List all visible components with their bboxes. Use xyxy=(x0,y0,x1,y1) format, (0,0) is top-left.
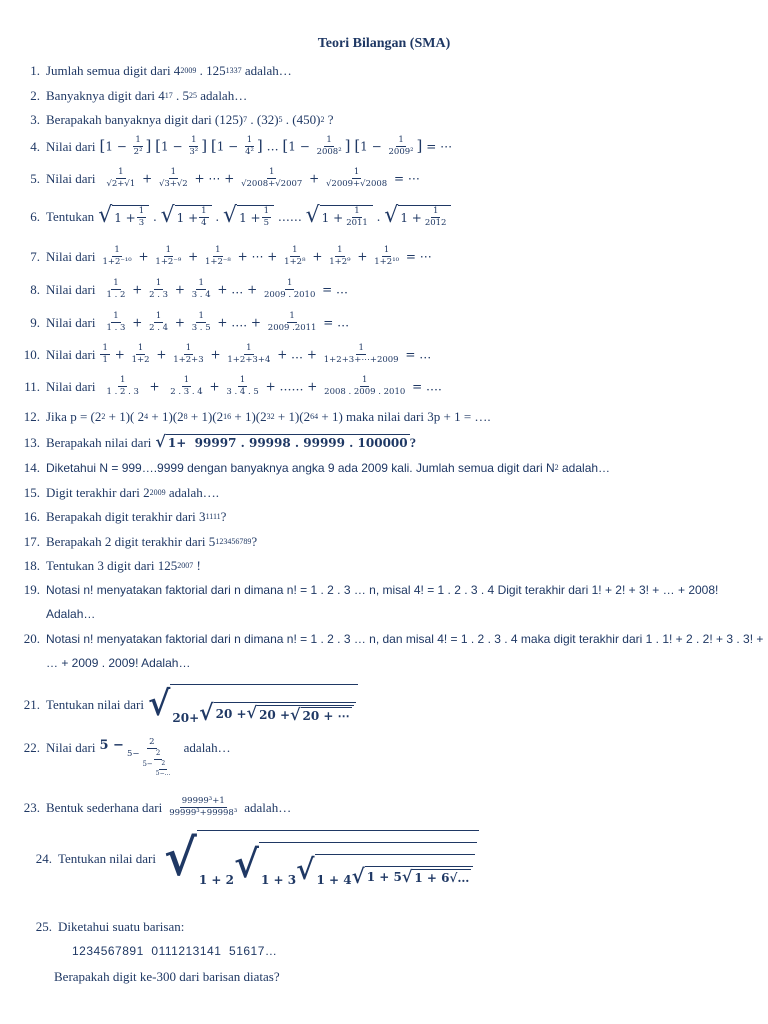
problem-21: 21. Tentukan nilai dari √ 20+ √ 20 + √ 20 + √ 20 + ⋯ xyxy=(18,684,358,724)
math-expression: √ 1+ 99997 . 99998 . 99999 . 100000 xyxy=(155,432,408,451)
problem-13: 13. Berapakah nilai dari √ 1+ 99997 . 99998 . 99999 . 100000 ? xyxy=(23,432,417,451)
math-expression: [1 − $\frac{1}{\text{2²}}$ ] [1 − $\frac{1}{\text{3²}}$ ] [1 − $\frac{1}{\text{4²}}$ ] … [1 − $\frac{1}{\text{2008²}}$ ] [1 − $\frac{1}{\text{2009²}}$ ] = ⋯ xyxy=(99,135,453,158)
problem-6: 6. Tentukan √ 1 + $\frac{1}{3}$ . √ 1 + $\frac{1}{4}$ . √ 1 + $\frac{1}{5}$ …… √ 1 + $\frac{1}{2011}$ . √ 1 + $\frac{1}{2012}$ xyxy=(18,205,451,229)
problem-24: 24. Tentukan nilai dari √ 1 + 2 √ 1 + 3 √ 1 + 4 √ 1 + 5 √ 1 + 6√… xyxy=(30,830,479,886)
problem-16: 16. Berapakah digit terakhir dari 3 1111 ? xyxy=(23,509,227,524)
problem-19: 19. Notasi n! menyatakan faktorial dari n dimana n! = 1 . 2 . 3 … n, misal 4! = 1 . 2 . 3 . 4 Digit terakhir dari 1! + 2! + 3! + … + 2008! Adalah… xyxy=(23,582,719,621)
problem-10: 10. Nilai dari $\frac{1}{1}$ + $\frac{1}{1+2}$ + $\frac{1}{1+2+3}$ + $\frac{1}{1+2+3+4}$ + … + $\frac{1}{1+2+3+\cdots+2009}$ = … xyxy=(23,343,432,366)
math-expression: √ 20+ √ 20 + √ 20 + √ 20 + ⋯ xyxy=(148,684,358,724)
problem-8: 8. Nilai dari $\frac{1}{1 . 2}$ + $\frac{1}{2 . 3}$ + $\frac{1}{3 . 4}$ + … + $\frac{1}{2009 . 2010}$ = … xyxy=(30,278,349,301)
problem-3: 3. Berapakah banyaknya digit dari (125) 7 . (32) 5 . (450) 2 ? xyxy=(30,112,334,127)
math-expression: √ 1 + $\frac{1}{3}$ . √ 1 + $\frac{1}{4}$ . √ 1 + $\frac{1}{5}$ …… √ 1 + $\frac{1}{2011}$ . √ 1 + $\frac{1}{2012}$ xyxy=(98,205,451,229)
problem-18: 18. Tentukan 3 digit dari 125 2007 ! xyxy=(23,558,201,573)
math-expression: $\frac{1}{\text{1+2⁻¹⁰}}$ + $\frac{1}{\text{1+2⁻⁹}}$ + $\frac{1}{\text{1+2⁻⁸}}$ + ⋯ + $\frac{1}{\text{1+2⁸}}$ + $\frac{1}{\text{1+2⁹}}$ + $\frac{1}{\text{1+2¹⁰}}$ = ⋯ xyxy=(102,245,432,268)
problem-25: 25. Diketahui suatu barisan: xyxy=(35,919,185,934)
math-expression: $\frac{1}{1 . 3}$ + $\frac{1}{2 . 4}$ + $\frac{1}{3 . 5}$ + …. + $\frac{1}{2009 .2011}$ = … xyxy=(106,311,350,334)
problem-15: 15. Digit terakhir dari 2 2009 adalah…. xyxy=(23,485,220,500)
problem-4: 4. Nilai dari [1 − $\frac{1}{\text{2²}}$ ] [1 − $\frac{1}{\text{3²}}$ ] [1 − $\frac{1}{\text{4²}}$ ] … [1 − $\frac{1}{\text{2008²}}$ ] [1 − $\frac{1}{\text{2009²}}$ ] = ⋯ xyxy=(30,135,453,158)
math-expression: √ 1 + 2 √ 1 + 3 √ 1 + 4 √ 1 + 5 √ 1 + 6√… xyxy=(164,830,479,886)
problem-17: 17. Berapakah 2 digit terakhir dari 5 123456789 ? xyxy=(23,534,258,549)
problem-7: 7. Nilai dari $\frac{1}{\text{1+2⁻¹⁰}}$ + $\frac{1}{\text{1+2⁻⁹}}$ + $\frac{1}{\text{1+2⁻⁸}}$ + ⋯ + $\frac{1}{\text{1+2⁸}}$ + $\frac{1}{\text{1+2⁹}}$ + $\frac{1}{\text{1+2¹⁰}}$ = ⋯ xyxy=(30,245,432,268)
problem-25-question: Berapakah digit ke-300 dari barisan diatas? xyxy=(54,969,280,984)
page-title: Teori Bilangan (SMA) xyxy=(317,36,451,51)
problem-14: 14. Diketahui N = 999….9999 dengan banyaknya angka 9 ada 2009 kali. Jumlah semua digit dari N 2 adalah… xyxy=(23,460,611,475)
math-expression: $\frac{1}{1}$ + $\frac{1}{1+2}$ + $\frac{1}{1+2+3}$ + $\frac{1}{1+2+3+4}$ + … + $\frac{1}{1+2+3+\cdots+2009}$ = … xyxy=(102,343,432,366)
problem-20: 20. Notasi n! menyatakan faktorial dari n dimana n! = 1 . 2 . 3 … n, dan misal 4! = 1 . 2 . 3 . 4 maka digit terakhir dari 1 . 1! + 2 . 2! + 3 . 3! + … + 2009 . 2009! Adalah… xyxy=(23,631,764,670)
problem-23: 23. Bentuk sederhana dari $\frac{\text{99999³+1}}{\text{99999³+99998³}}$ adalah… xyxy=(23,796,292,819)
math-expression: $\frac{1}{1 . 2 . 3}$ + $\frac{1}{2 . 3 . 4}$ + $\frac{1}{3 . 4 . 5}$ + …… + $\frac{1}{2008 . 2009 . 2010}$ = …. xyxy=(106,375,442,398)
sequence-text: 1234567891 0111213141 51617… xyxy=(72,944,278,958)
problem-1: 1. Jumlah semua digit dari 4 2009 . 125 1337 adalah… xyxy=(30,63,292,78)
problem-22: 22. Nilai dari 5 − 2 5− 2 5− $\frac{2}{5-\dots}$ adalah… xyxy=(23,737,231,777)
problem-11: 11. Nilai dari $\frac{1}{1 . 2 . 3}$ + $\frac{1}{2 . 3 . 4}$ + $\frac{1}{3 . 4 . 5}$ + …… + $\frac{1}{2008 . 2009 . 2010}$ = …. xyxy=(24,375,442,398)
math-expression: $\frac{\text{99999³+1}}{\text{99999³+99998³}}$ xyxy=(169,796,238,819)
problem-5: 5. Nilai dari $\frac{1}{√2+√1}$ + $\frac{1}{√3+√2}$ + ⋯ + $\frac{1}{√2008+√2007}$ + $\frac{1}{√2009+√2008}$ = ⋯ xyxy=(30,167,420,190)
math-expression: 5 − 2 5− 2 5− $\frac{2}{5-\dots}$ xyxy=(99,737,171,777)
math-expression: $\frac{1}{1 . 2}$ + $\frac{1}{2 . 3}$ + $\frac{1}{3 . 4}$ + … + $\frac{1}{2009 . 2010}$ = … xyxy=(106,278,349,301)
problem-2: 2. Banyaknya digit dari 4 17 . 5 25 adalah… xyxy=(30,88,248,103)
math-expression: $\frac{1}{√2+√1}$ + $\frac{1}{√3+√2}$ + ⋯ + $\frac{1}{√2008+√2007}$ + $\frac{1}{√2009+√2008}$ = ⋯ xyxy=(106,167,420,190)
problem-9: 9. Nilai dari $\frac{1}{1 . 3}$ + $\frac{1}{2 . 4}$ + $\frac{1}{3 . 5}$ + …. + $\frac{1}{2009 .2011}$ = … xyxy=(30,311,350,334)
problem-12: 12. Jika p = (2 2 + 1)( 2 4 + 1)(2 8 + 1)(2 16 + 1)(2 32 + 1)(2 64 + 1) maka nilai dari 3p + 1 = …. xyxy=(23,409,491,424)
